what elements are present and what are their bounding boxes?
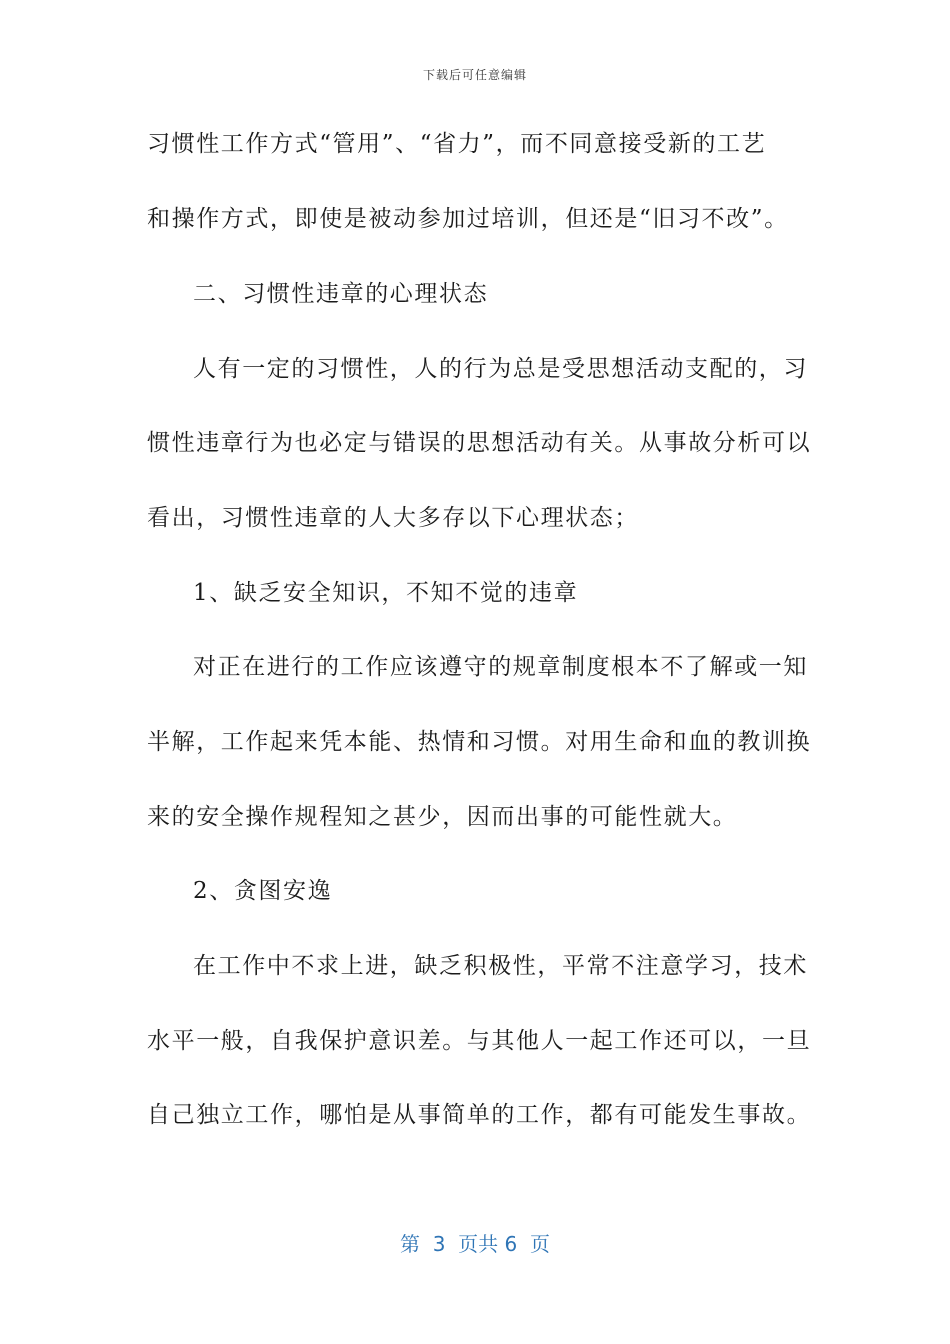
subsection-heading: 2、贪图安逸	[193, 878, 333, 904]
section-heading: 二、习惯性违章的心理状态	[193, 281, 489, 307]
body-text-line: 看出，习惯性违章的人大多存以下心理状态；	[147, 505, 639, 531]
body-text-line: 惯性违章行为也必定与错误的思想活动有关。从事故分析可以	[147, 430, 812, 456]
body-text-line: 自己独立工作，哪怕是从事简单的工作，都有可能发生事故。	[147, 1102, 812, 1128]
body-text-line: 来的安全操作规程知之甚少，因而出事的可能性就大。	[147, 804, 738, 830]
body-text-line: 半解，工作起来凭本能、热情和习惯。对用生命和血的教训换	[147, 729, 812, 755]
subsection-heading: 1、缺乏安全知识，不知不觉的违章	[193, 580, 579, 606]
body-text-line: 习惯性工作方式“管用”、“省力”，而不同意接受新的工艺	[147, 131, 767, 157]
body-text-line: 人有一定的习惯性，人的行为总是受思想活动支配的，习	[193, 356, 808, 382]
body-text-line: 水平一般，自我保护意识差。与其他人一起工作还可以，一旦	[147, 1028, 812, 1054]
body-text-line: 对正在进行的工作应该遵守的规章制度根本不了解或一知	[193, 654, 808, 680]
body-text-line: 在工作中不求上进，缺乏积极性，平常不注意学习，技术	[193, 953, 808, 979]
page-header-note: 下载后可任意编辑	[422, 68, 527, 82]
page-number-footer: 第 3 页共 6 页	[400, 1232, 550, 1256]
body-text-line: 和操作方式，即使是被动参加过培训，但还是“旧习不改”。	[147, 206, 789, 232]
